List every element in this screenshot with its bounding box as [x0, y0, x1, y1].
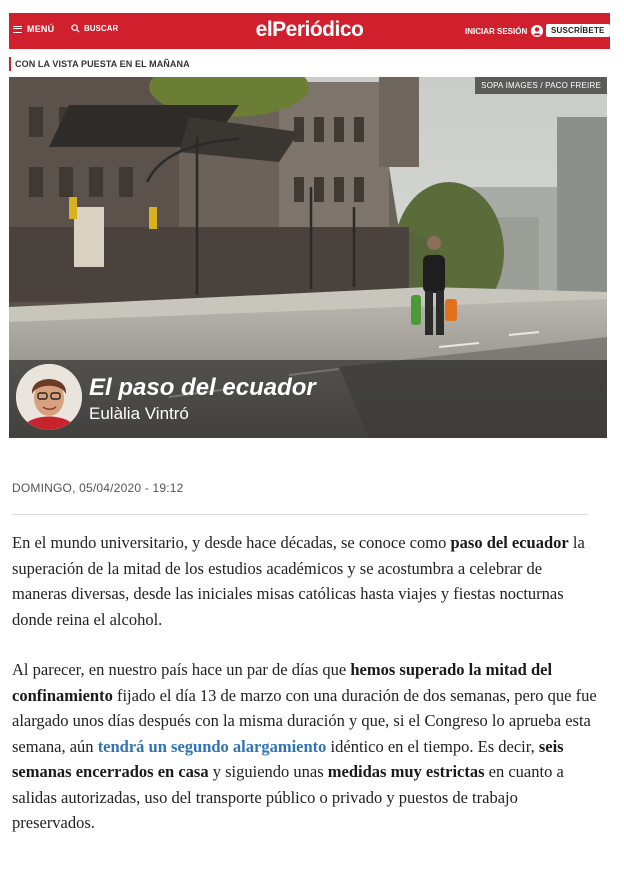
site-header — [9, 13, 610, 49]
article-body — [12, 530, 597, 861]
author-name[interactable]: Eulàlia Vintró — [89, 404, 189, 423]
article-title: El paso del ecuador — [89, 374, 316, 401]
publish-date: DOMINGO, 05/04/2020 - 19:12 — [12, 481, 184, 495]
author-avatar[interactable] — [16, 364, 82, 430]
paragraph-2: Al parecer, en nuestro país hace un par de días que hemos superado la mitad del confinamiento fijado el día 13 de marzo con una duración de dos semanas, pero que fue alargado unos días después con la misma duración y que, si el Congreso lo aprueba esta semana, aún tendrá un segundo alargamiento idéntico en el tiempo. Es decir, seis semanas encerrados en casa y siguiendo unas medidas muy estrictas en cuanto a salidas autorizadas, uso del transporte público o privado y puestos de trabajo preservados. — [12, 660, 597, 832]
subscribe-button[interactable]: SUSCRÍBETE — [546, 24, 610, 37]
login-button[interactable] — [465, 25, 543, 37]
bold-text: seis semanas encerrados en casa — [12, 736, 564, 781]
bold-text: medidas muy estrictas — [327, 762, 485, 781]
search-label: BUSCAR — [84, 24, 119, 33]
user-icon — [531, 25, 543, 37]
hero-image — [9, 77, 607, 438]
article-link[interactable]: tendrá un segundo alargamiento — [97, 736, 327, 756]
paragraph-1: En el mundo universitario, y desde hace décadas, se conoce como paso del ecuador la superación de la mitad de los estudios académicos y se acostumbra a celebrar de maneras diversas, desde las iniciales misas católicas hasta viajes y fiestas nocturnas donde reina el alcohol. — [12, 533, 585, 629]
photo-credit: SOPA IMAGES / PACO FREIRE — [475, 77, 607, 94]
site-logo[interactable]: elPeriódico — [255, 18, 364, 41]
bold-text: hemos superado la mitad del confinamiento — [12, 660, 553, 705]
divider — [12, 514, 588, 515]
login-label: INICIAR SESIÓN — [465, 26, 528, 36]
section-kicker[interactable]: CON LA VISTA PUESTA EN EL MAÑANA — [9, 57, 190, 71]
bold-text: paso del ecuador — [450, 533, 569, 552]
author-photo — [16, 364, 82, 430]
menu-label: MENÚ — [27, 24, 55, 34]
